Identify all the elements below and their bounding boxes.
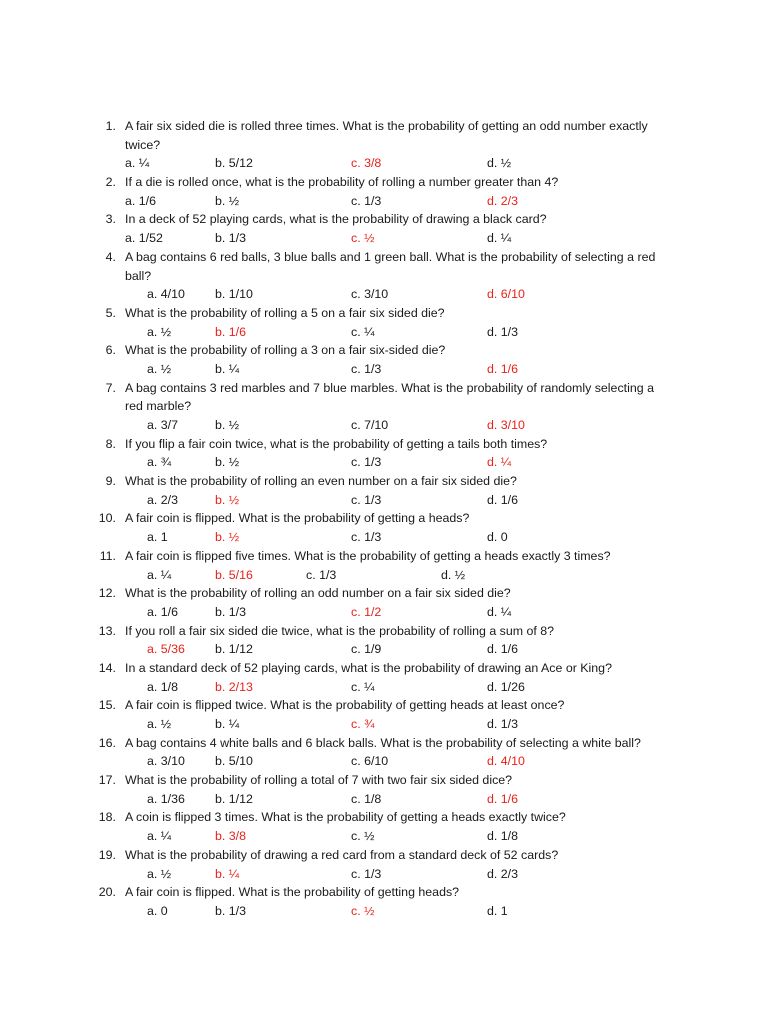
answer-option: c. 1/3 xyxy=(351,361,382,376)
question-text-line xyxy=(0,472,768,491)
question-number: 18. xyxy=(98,810,116,825)
correct-answer-option: d. 1/6 xyxy=(487,791,519,806)
answer-option: d. 1/6 xyxy=(487,492,519,507)
question-number: 1. xyxy=(105,119,116,133)
correct-answer-option: b. 5/16 xyxy=(215,567,253,582)
question-text: If you flip a fair coin twice, what is the probability of getting a tails both times? xyxy=(125,436,548,451)
answer-option: b. 5/10 xyxy=(215,754,253,769)
question-text-line xyxy=(0,117,768,136)
question-text: If you roll a fair six sided die twice, what is the probability of rolling a sum of 8? xyxy=(125,623,555,638)
correct-answer-option: b. ½ xyxy=(215,530,240,545)
question-text: A coin is flipped 3 times. What is the probability of getting a heads exactly twice? xyxy=(125,810,566,825)
question-1 xyxy=(0,117,768,173)
question-18 xyxy=(0,808,768,845)
question-text: In a deck of 52 playing cards, what is the probability of drawing a black card? xyxy=(125,212,547,227)
question-text: What is the probability of rolling a 3 on a fair six-sided die? xyxy=(125,343,446,358)
question-text-line xyxy=(0,435,768,454)
options-row xyxy=(0,453,768,472)
question-4 xyxy=(0,248,768,304)
answer-option: d. 1/8 xyxy=(487,829,519,844)
options-row xyxy=(0,285,768,304)
question-text: A bag contains 4 white balls and 6 black balls. What is the probability of selecting a white ball? xyxy=(125,735,641,750)
question-16 xyxy=(0,734,768,771)
question-text-line xyxy=(0,846,768,865)
question-10 xyxy=(0,509,768,546)
answer-option: a. 3/10 xyxy=(147,754,185,769)
question-text: A fair coin is flipped twice. What is the probability of getting heads at least once? xyxy=(125,698,565,713)
answer-option: b. 1/10 xyxy=(215,287,253,302)
question-text: A fair coin is flipped. What is the probability of getting a heads? xyxy=(125,511,470,526)
answer-option: b. 5/12 xyxy=(215,156,253,171)
options-row xyxy=(0,229,768,248)
answer-option: a. 1/8 xyxy=(147,679,179,694)
question-text-line xyxy=(0,341,768,360)
options-row xyxy=(0,323,768,342)
question-text: What is the probability of rolling a total of 7 with two fair six sided dice? xyxy=(125,773,513,788)
question-14 xyxy=(0,659,768,696)
options-row xyxy=(0,827,768,846)
answer-option: d. ¼ xyxy=(487,231,512,246)
answer-option: a. ¾ xyxy=(147,455,172,470)
answer-option: a. 1/36 xyxy=(147,791,185,806)
answer-option: d. 1 xyxy=(487,903,508,918)
options-row xyxy=(0,154,768,173)
question-text-line xyxy=(0,267,768,286)
answer-option: d. ½ xyxy=(487,156,512,171)
answer-option: a. ¼ xyxy=(125,156,150,171)
answer-option: b. ½ xyxy=(215,455,240,470)
question-number: 6. xyxy=(105,343,116,358)
correct-answer-option: b. 3/8 xyxy=(215,829,247,844)
question-number: 10. xyxy=(98,511,116,526)
options-row xyxy=(0,192,768,211)
correct-answer-option: d. 1/6 xyxy=(487,361,519,376)
answer-option: b. ¼ xyxy=(215,717,240,731)
correct-answer-option: b. ½ xyxy=(215,492,240,507)
correct-answer-option: a. 5/36 xyxy=(147,642,185,657)
question-number: 7. xyxy=(105,380,116,395)
answer-option: d. 1/3 xyxy=(487,717,519,731)
question-number: 3. xyxy=(105,212,116,227)
answer-option: a. ½ xyxy=(147,866,172,881)
question-text-line xyxy=(0,210,768,229)
question-text: In a standard deck of 52 playing cards, what is the probability of drawing an Ace or King? xyxy=(125,660,612,675)
question-6 xyxy=(0,341,768,378)
answer-option: a. 1/6 xyxy=(125,193,157,208)
answer-option: d. ½ xyxy=(441,567,466,582)
question-number: 16. xyxy=(98,735,116,750)
question-13 xyxy=(0,622,768,659)
question-text-line xyxy=(0,379,768,398)
correct-answer-option: d. 2/3 xyxy=(487,193,519,208)
question-text: If a die is rolled once, what is the probability of rolling a number greater than 4? xyxy=(125,175,559,190)
question-number: 2. xyxy=(105,175,116,190)
question-19 xyxy=(0,846,768,883)
answer-option: c. 1/3 xyxy=(351,530,382,545)
question-text-line xyxy=(0,622,768,641)
question-text-line xyxy=(0,883,768,902)
answer-option: c. 1/3 xyxy=(351,492,382,507)
question-text-line xyxy=(0,808,768,827)
question-text: What is the probability of drawing a red card from a standard deck of 52 cards? xyxy=(125,847,559,862)
question-number: 14. xyxy=(98,660,116,675)
question-number: 9. xyxy=(105,474,116,489)
answer-option: a. ½ xyxy=(147,361,172,376)
question-number: 12. xyxy=(98,586,116,601)
question-text: A bag contains 3 red marbles and 7 blue marbles. What is the probability of randomly selecting a xyxy=(125,380,654,395)
answer-option: c. 1/3 xyxy=(306,567,337,582)
question-8 xyxy=(0,435,768,472)
answer-option: d. ¼ xyxy=(487,604,512,619)
question-text-line xyxy=(0,248,768,267)
question-5 xyxy=(0,304,768,341)
answer-option: d. 1/26 xyxy=(487,679,525,694)
correct-answer-option: b. ¼ xyxy=(215,866,240,881)
correct-answer-option: d. 3/10 xyxy=(487,418,525,432)
options-row xyxy=(0,566,768,585)
answer-option: c. 1/3 xyxy=(351,455,382,470)
options-row xyxy=(0,865,768,884)
question-number: 13. xyxy=(98,623,116,638)
answer-option: d. 1/6 xyxy=(487,642,519,657)
answer-option: b. 1/12 xyxy=(215,642,253,657)
answer-option: a. ¼ xyxy=(147,567,172,582)
question-text-line xyxy=(0,136,768,155)
answer-option: d. 0 xyxy=(487,530,508,545)
answer-option: a. 3/7 xyxy=(147,418,179,432)
options-row xyxy=(0,360,768,379)
answer-option: c. 1/3 xyxy=(351,193,382,208)
correct-answer-option: d. 6/10 xyxy=(487,287,525,302)
options-row xyxy=(0,715,768,734)
correct-answer-option: d. 4/10 xyxy=(487,754,525,769)
question-text-line xyxy=(0,734,768,753)
answer-option: c. 3/10 xyxy=(351,287,389,302)
question-text-line xyxy=(0,397,768,416)
options-row xyxy=(0,416,768,435)
question-2 xyxy=(0,173,768,210)
question-12 xyxy=(0,584,768,621)
correct-answer-option: d. ¼ xyxy=(487,455,512,470)
answer-option: b. ¼ xyxy=(215,361,240,376)
question-text-line xyxy=(0,696,768,715)
correct-answer-option: b. 2/13 xyxy=(215,679,253,694)
question-text: A fair coin is flipped. What is the probability of getting heads? xyxy=(125,885,460,900)
answer-option: b. ½ xyxy=(215,418,240,432)
answer-option: a. ½ xyxy=(147,717,172,731)
answer-option: c. 7/10 xyxy=(351,418,389,432)
question-text-line xyxy=(0,547,768,566)
answer-option: c. ¼ xyxy=(351,679,375,694)
question-20 xyxy=(0,883,768,920)
question-text-line xyxy=(0,304,768,323)
answer-option: b. ½ xyxy=(215,193,240,208)
question-text: A fair coin is flipped five times. What is the probability of getting a heads exactly 3 times? xyxy=(125,548,611,563)
question-number: 4. xyxy=(105,249,116,264)
answer-option: c. 1/9 xyxy=(351,642,382,657)
question-text: A bag contains 6 red balls, 3 blue balls and 1 green ball. What is the probability of selecting a red xyxy=(125,249,656,264)
question-text: ball? xyxy=(125,268,152,283)
answer-option: c. 1/8 xyxy=(351,791,382,806)
correct-answer-option: b. 1/6 xyxy=(215,324,247,339)
question-text: red marble? xyxy=(125,399,192,414)
question-text: What is the probability of rolling a 5 on a fair six sided die? xyxy=(125,305,445,320)
question-number: 11. xyxy=(99,548,116,563)
answer-option: c. 6/10 xyxy=(351,754,389,769)
answer-option: c. ½ xyxy=(351,829,375,844)
answer-option: a. 1 xyxy=(147,530,168,545)
answer-option: d. 2/3 xyxy=(487,866,519,881)
question-number: 8. xyxy=(105,436,116,451)
answer-option: b. 1/12 xyxy=(215,791,253,806)
answer-option: a. 1/6 xyxy=(147,604,179,619)
options-row xyxy=(0,603,768,622)
options-row xyxy=(0,790,768,809)
correct-answer-option: c. ½ xyxy=(351,903,375,918)
correct-answer-option: c. 1/2 xyxy=(351,604,382,619)
quiz-list xyxy=(0,117,768,921)
options-row xyxy=(0,902,768,921)
question-15 xyxy=(0,696,768,733)
question-number: 5. xyxy=(105,305,116,320)
question-text: twice? xyxy=(125,137,161,152)
question-number: 20. xyxy=(98,885,116,900)
answer-option: b. 1/3 xyxy=(215,604,247,619)
question-number: 19. xyxy=(98,847,116,862)
options-row xyxy=(0,640,768,659)
question-text: A fair six sided die is rolled three times. What is the probability of getting an odd number exactly xyxy=(125,119,648,133)
question-text: What is the probability of rolling an odd number on a fair six sided die? xyxy=(125,586,511,601)
question-text-line xyxy=(0,584,768,603)
answer-option: a. 4/10 xyxy=(147,287,185,302)
options-row xyxy=(0,752,768,771)
answer-option: d. 1/3 xyxy=(487,324,519,339)
answer-option: c. 1/3 xyxy=(351,866,382,881)
answer-option: a. 2/3 xyxy=(147,492,179,507)
question-9 xyxy=(0,472,768,509)
question-17 xyxy=(0,771,768,808)
options-row xyxy=(0,528,768,547)
answer-option: a. 0 xyxy=(147,903,168,918)
question-text-line xyxy=(0,173,768,192)
question-11 xyxy=(0,547,768,584)
question-3 xyxy=(0,210,768,247)
answer-option: a. ½ xyxy=(147,324,172,339)
question-text: What is the probability of rolling an even number on a fair six sided die? xyxy=(125,474,517,489)
correct-answer-option: c. 3/8 xyxy=(351,156,382,171)
question-number: 17. xyxy=(98,773,116,788)
options-row xyxy=(0,491,768,510)
answer-option: a. ¼ xyxy=(147,829,172,844)
question-number: 15. xyxy=(98,698,116,713)
question-text-line xyxy=(0,771,768,790)
question-text-line xyxy=(0,509,768,528)
question-7 xyxy=(0,379,768,435)
answer-option: a. 1/52 xyxy=(125,231,163,246)
answer-option: b. 1/3 xyxy=(215,903,247,918)
answer-option: b. 1/3 xyxy=(215,231,247,246)
options-row xyxy=(0,678,768,697)
correct-answer-option: c. ½ xyxy=(351,231,375,246)
answer-option: c. ¼ xyxy=(351,324,375,339)
question-text-line xyxy=(0,659,768,678)
correct-answer-option: c. ¾ xyxy=(351,717,375,731)
